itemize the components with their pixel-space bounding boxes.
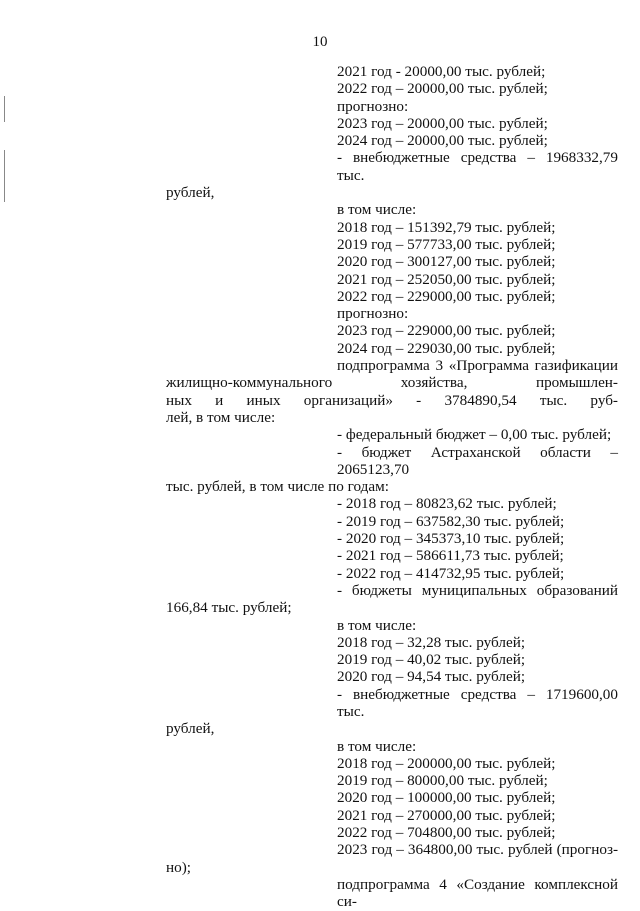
text-line: 2022 год – 20000,00 тыс. рублей; — [337, 80, 548, 98]
text-line: - 2018 год – 80823,62 тыс. рублей; — [337, 495, 557, 513]
text-line: 2024 год – 20000,00 тыс. рублей; — [337, 132, 548, 150]
text-line: - внебюджетные средства – 1968332,79 тыс. — [337, 149, 618, 184]
page-number: 10 — [312, 34, 328, 50]
text-line: - 2021 год – 586611,73 тыс. рублей; — [337, 547, 564, 565]
text-line: подпрограмма 3 «Программа газификации — [337, 357, 618, 375]
text-line: жилищно-коммунального хозяйства, промышлен- — [166, 374, 618, 392]
text-line: - 2020 год – 345373,10 тыс. рублей; — [337, 530, 565, 548]
text-line: рублей, — [166, 184, 215, 202]
text-line: но); — [166, 858, 191, 876]
text-line: 2018 год – 200000,00 тыс. рублей; — [337, 754, 556, 772]
text-line: - внебюджетные средства – 1719600,00 тыс. — [337, 685, 618, 720]
text-line: 2021 год – 270000,00 тыс. рублей; — [337, 806, 556, 824]
text-line: 2023 год – 364800,00 тыс. рублей (прогноз- — [337, 841, 618, 859]
text-line: 2023 год – 20000,00 тыс. рублей; — [337, 114, 548, 132]
text-line: - бюджеты муниципальных образований — [337, 581, 618, 599]
text-line: - федеральный бюджет – 0,00 тыс. рублей; — [337, 426, 612, 444]
text-line: 166,84 тыс. рублей; — [166, 599, 292, 617]
text-line: 2021 год - 20000,00 тыс. рублей; — [337, 63, 546, 80]
text-line: 2018 год – 32,28 тыс. рублей; — [337, 633, 526, 651]
text-line: 2021 год – 252050,00 тыс. рублей; — [337, 270, 556, 288]
margin-mark — [4, 150, 5, 202]
text-line: 2019 год – 40,02 тыс. рублей; — [337, 651, 526, 669]
text-line: 2022 год – 704800,00 тыс. рублей; — [337, 824, 556, 842]
text-line: прогнозно: — [337, 97, 409, 115]
text-line: - бюджет Астраханской области – 2065123,70 — [337, 443, 618, 478]
text-line: подпрограмма 4 «Создание комплексной си- — [337, 875, 618, 911]
text-line: 2024 год – 229030,00 тыс. рублей; — [337, 339, 556, 357]
text-line: тыс. рублей, в том числе по годам: — [166, 478, 389, 496]
text-line: прогнозно: — [337, 305, 409, 323]
text-line: 2020 год – 300127,00 тыс. рублей; — [337, 253, 556, 271]
text-line: в том числе: — [337, 616, 417, 634]
text-line: 2019 год – 577733,00 тыс. рублей; — [337, 235, 556, 253]
text-line: лей, в том числе: — [166, 408, 276, 426]
text-line: в том числе: — [337, 737, 417, 755]
text-line: 2020 год – 100000,00 тыс. рублей; — [337, 789, 556, 807]
text-line: 2018 год – 151392,79 тыс. рублей; — [337, 218, 556, 236]
text-line: 2019 год – 80000,00 тыс. рублей; — [337, 772, 548, 790]
margin-mark — [4, 96, 5, 122]
text-line: ных и иных организаций» - 3784890,54 тыс. руб- — [166, 391, 618, 409]
text-line: 2020 год – 94,54 тыс. рублей; — [337, 668, 526, 686]
text-line: 2022 год – 229000,00 тыс. рублей; — [337, 287, 556, 305]
text-line: - 2019 год – 637582,30 тыс. рублей; — [337, 512, 565, 530]
document-body — [166, 63, 618, 911]
text-line: 2023 год – 229000,00 тыс. рублей; — [337, 322, 556, 340]
text-line: рублей, — [166, 720, 215, 738]
text-line: - 2022 год – 414732,95 тыс. рублей; — [337, 564, 565, 582]
text-line: в том числе: — [337, 201, 417, 219]
